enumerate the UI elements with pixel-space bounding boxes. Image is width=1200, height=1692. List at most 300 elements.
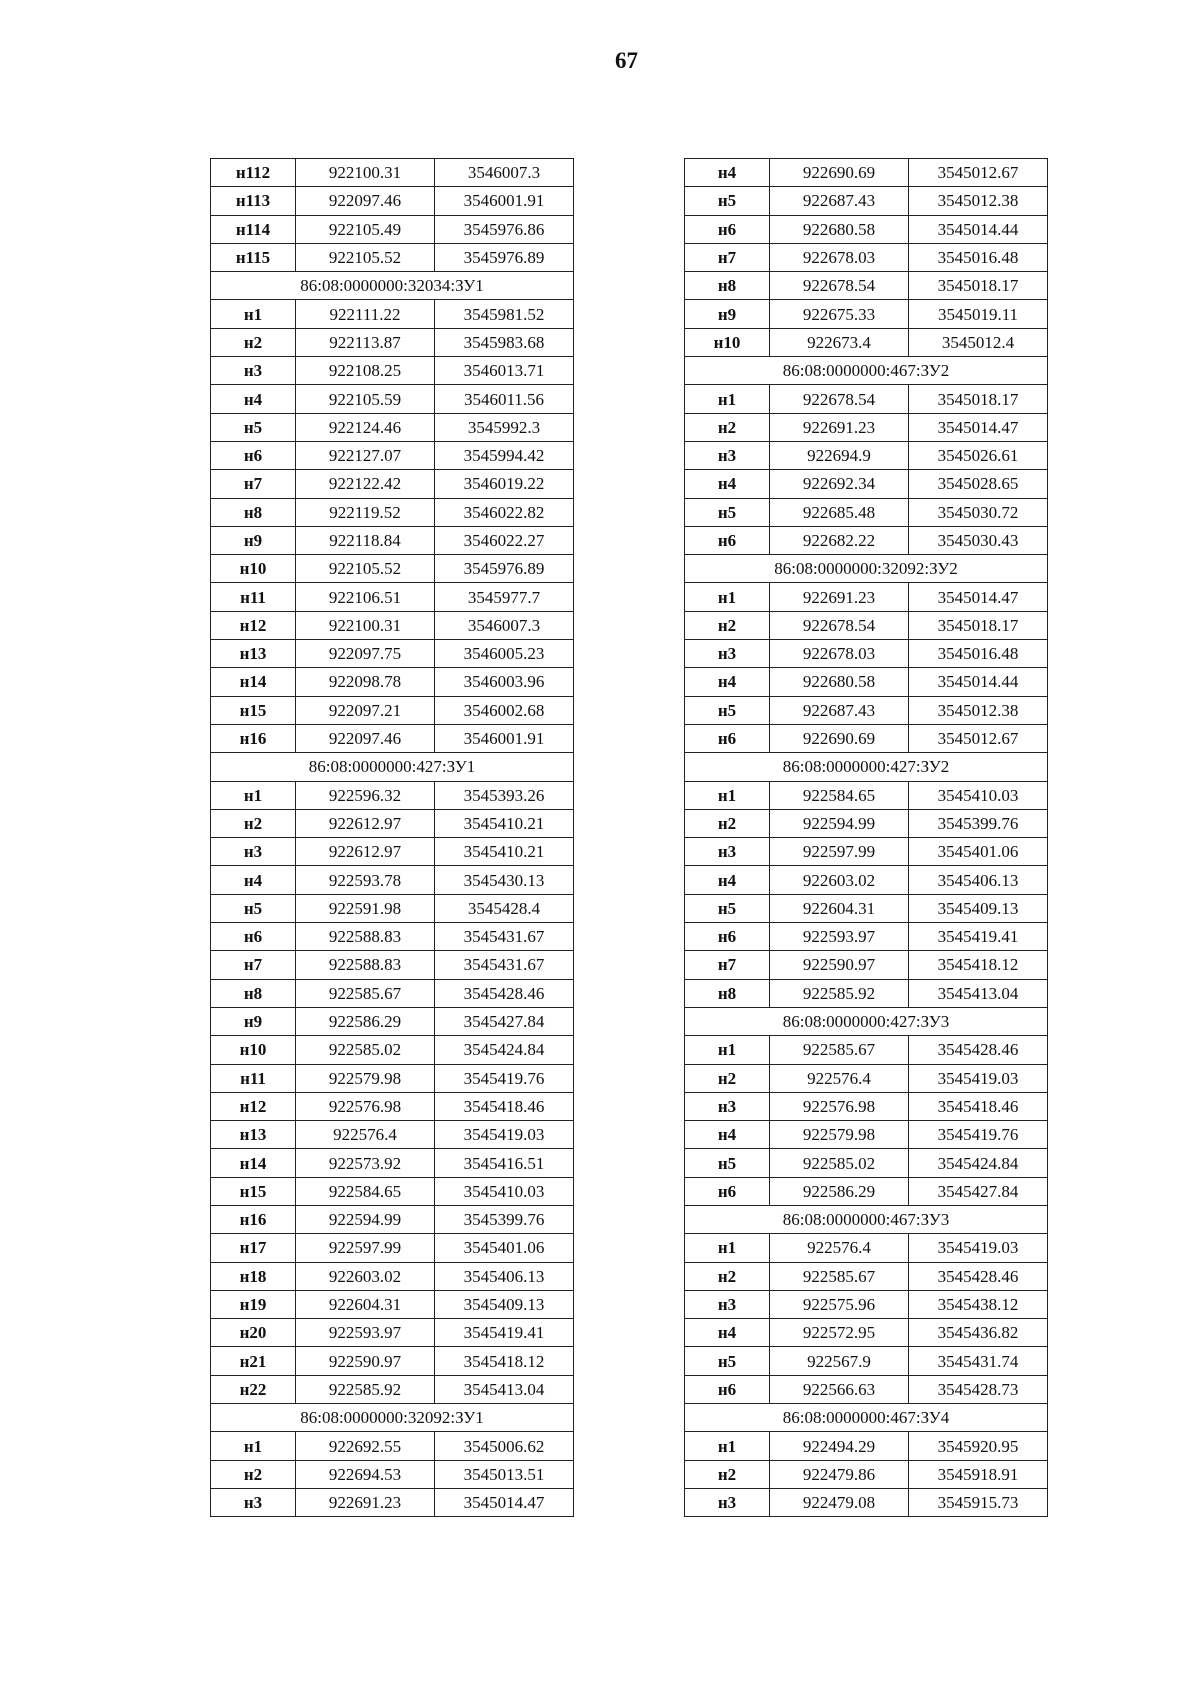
point-label: н114	[211, 215, 296, 243]
point-label: н3	[685, 640, 770, 668]
x-coordinate: 922113.87	[296, 328, 435, 356]
y-coordinate: 3545419.03	[435, 1121, 574, 1149]
cadastral-number: 86:08:0000000:467:ЗУ4	[685, 1404, 1048, 1432]
coordinate-row	[685, 441, 1048, 469]
y-coordinate: 3545018.17	[909, 272, 1048, 300]
coordinate-row	[211, 498, 574, 526]
point-label: н3	[685, 838, 770, 866]
point-label: н16	[211, 724, 296, 752]
y-coordinate: 3545409.13	[909, 894, 1048, 922]
coordinate-row	[211, 696, 574, 724]
point-label: н2	[685, 413, 770, 441]
coordinate-row	[211, 866, 574, 894]
coordinate-row	[211, 583, 574, 611]
y-coordinate: 3545016.48	[909, 640, 1048, 668]
y-coordinate: 3545418.46	[435, 1092, 574, 1120]
y-coordinate: 3545026.61	[909, 441, 1048, 469]
point-label: н10	[211, 1036, 296, 1064]
y-coordinate: 3545431.74	[909, 1347, 1048, 1375]
point-label: н2	[211, 809, 296, 837]
coordinate-row	[685, 923, 1048, 951]
coordinate-row	[211, 328, 574, 356]
section-header-row	[685, 555, 1048, 583]
y-coordinate: 3546007.3	[435, 159, 574, 187]
coordinate-row	[211, 1375, 574, 1403]
x-coordinate: 922597.99	[770, 838, 909, 866]
x-coordinate: 922106.51	[296, 583, 435, 611]
x-coordinate: 922586.29	[770, 1177, 909, 1205]
coordinate-row	[685, 894, 1048, 922]
y-coordinate: 3545428.46	[909, 1262, 1048, 1290]
point-label: н3	[685, 1488, 770, 1516]
point-label: н6	[685, 923, 770, 951]
y-coordinate: 3545401.06	[435, 1234, 574, 1262]
y-coordinate: 3545427.84	[909, 1177, 1048, 1205]
x-coordinate: 922576.98	[296, 1092, 435, 1120]
point-label: н5	[685, 187, 770, 215]
point-label: н6	[685, 526, 770, 554]
x-coordinate: 922566.63	[770, 1375, 909, 1403]
x-coordinate: 922691.23	[770, 583, 909, 611]
point-label: н2	[685, 1064, 770, 1092]
y-coordinate: 3546013.71	[435, 357, 574, 385]
section-header-row	[211, 272, 574, 300]
coordinate-row	[685, 583, 1048, 611]
x-coordinate: 922597.99	[296, 1234, 435, 1262]
y-coordinate: 3546022.82	[435, 498, 574, 526]
y-coordinate: 3545013.51	[435, 1460, 574, 1488]
point-label: н16	[211, 1205, 296, 1233]
y-coordinate: 3545418.12	[435, 1347, 574, 1375]
point-label: н4	[211, 385, 296, 413]
point-label: н11	[211, 1064, 296, 1092]
x-coordinate: 922682.22	[770, 526, 909, 554]
coordinate-row	[685, 640, 1048, 668]
point-label: н6	[211, 923, 296, 951]
x-coordinate: 922675.33	[770, 300, 909, 328]
x-coordinate: 922603.02	[296, 1262, 435, 1290]
y-coordinate: 3545416.51	[435, 1149, 574, 1177]
y-coordinate: 3545983.68	[435, 328, 574, 356]
x-coordinate: 922690.69	[770, 724, 909, 752]
point-label: н2	[211, 1460, 296, 1488]
coordinate-row	[211, 724, 574, 752]
section-header-row	[211, 753, 574, 781]
point-label: н11	[211, 583, 296, 611]
x-coordinate: 922105.52	[296, 243, 435, 271]
point-label: н1	[685, 781, 770, 809]
y-coordinate: 3545030.43	[909, 526, 1048, 554]
coordinate-row	[211, 1007, 574, 1035]
point-label: н8	[211, 498, 296, 526]
x-coordinate: 922579.98	[770, 1121, 909, 1149]
point-label: н10	[685, 328, 770, 356]
coordinate-row	[211, 159, 574, 187]
coordinate-row	[211, 1262, 574, 1290]
x-coordinate: 922673.4	[770, 328, 909, 356]
y-coordinate: 3545019.11	[909, 300, 1048, 328]
y-coordinate: 3546001.91	[435, 724, 574, 752]
coordinate-row	[211, 809, 574, 837]
y-coordinate: 3546007.3	[435, 611, 574, 639]
x-coordinate: 922100.31	[296, 159, 435, 187]
cadastral-number: 86:08:0000000:32034:ЗУ1	[211, 272, 574, 300]
x-coordinate: 922494.29	[770, 1432, 909, 1460]
point-label: н13	[211, 1121, 296, 1149]
x-coordinate: 922105.52	[296, 555, 435, 583]
y-coordinate: 3546001.91	[435, 187, 574, 215]
section-header-row	[685, 1007, 1048, 1035]
point-label: н8	[685, 272, 770, 300]
x-coordinate: 922479.86	[770, 1460, 909, 1488]
coordinate-row	[685, 328, 1048, 356]
point-label: н1	[685, 1432, 770, 1460]
point-label: н6	[211, 441, 296, 469]
x-coordinate: 922590.97	[770, 951, 909, 979]
coordinate-row	[211, 357, 574, 385]
y-coordinate: 3545016.48	[909, 243, 1048, 271]
x-coordinate: 922097.21	[296, 696, 435, 724]
point-label: н3	[211, 357, 296, 385]
x-coordinate: 922694.9	[770, 441, 909, 469]
y-coordinate: 3545419.41	[909, 923, 1048, 951]
coordinate-row	[211, 979, 574, 1007]
x-coordinate: 922579.98	[296, 1064, 435, 1092]
y-coordinate: 3545428.73	[909, 1375, 1048, 1403]
x-coordinate: 922575.96	[770, 1290, 909, 1318]
point-label: н14	[211, 1149, 296, 1177]
x-coordinate: 922111.22	[296, 300, 435, 328]
x-coordinate: 922584.65	[296, 1177, 435, 1205]
x-coordinate: 922678.54	[770, 385, 909, 413]
y-coordinate: 3545399.76	[435, 1205, 574, 1233]
y-coordinate: 3545419.03	[909, 1064, 1048, 1092]
point-label: н5	[685, 894, 770, 922]
x-coordinate: 922119.52	[296, 498, 435, 526]
y-coordinate: 3545418.46	[909, 1092, 1048, 1120]
x-coordinate: 922694.53	[296, 1460, 435, 1488]
y-coordinate: 3545413.04	[909, 979, 1048, 1007]
point-label: н4	[685, 470, 770, 498]
x-coordinate: 922118.84	[296, 526, 435, 554]
coordinate-row	[685, 272, 1048, 300]
coordinate-row	[685, 498, 1048, 526]
x-coordinate: 922573.92	[296, 1149, 435, 1177]
y-coordinate: 3545981.52	[435, 300, 574, 328]
x-coordinate: 922479.08	[770, 1488, 909, 1516]
point-label: н2	[211, 328, 296, 356]
y-coordinate: 3545428.46	[909, 1036, 1048, 1064]
cadastral-number: 86:08:0000000:427:ЗУ3	[685, 1007, 1048, 1035]
y-coordinate: 3545410.21	[435, 838, 574, 866]
cadastral-number: 86:08:0000000:32092:ЗУ1	[211, 1404, 574, 1432]
point-label: н2	[685, 1262, 770, 1290]
x-coordinate: 922678.03	[770, 243, 909, 271]
y-coordinate: 3545977.7	[435, 583, 574, 611]
section-header-row	[211, 1404, 574, 1432]
coordinate-row	[685, 1488, 1048, 1516]
coordinate-row	[211, 923, 574, 951]
x-coordinate: 922691.23	[770, 413, 909, 441]
point-label: н21	[211, 1347, 296, 1375]
x-coordinate: 922690.69	[770, 159, 909, 187]
y-coordinate: 3545976.89	[435, 243, 574, 271]
x-coordinate: 922590.97	[296, 1347, 435, 1375]
x-coordinate: 922584.65	[770, 781, 909, 809]
coordinate-row	[211, 1064, 574, 1092]
coordinate-row	[685, 668, 1048, 696]
coordinate-row	[211, 1347, 574, 1375]
y-coordinate: 3545431.67	[435, 923, 574, 951]
y-coordinate: 3545014.44	[909, 215, 1048, 243]
coordinate-row	[685, 838, 1048, 866]
coordinate-row	[211, 1177, 574, 1205]
coordinate-row	[685, 1460, 1048, 1488]
y-coordinate: 3545427.84	[435, 1007, 574, 1035]
y-coordinate: 3545418.12	[909, 951, 1048, 979]
point-label: н1	[685, 1234, 770, 1262]
y-coordinate: 3545393.26	[435, 781, 574, 809]
coordinate-row	[211, 1205, 574, 1233]
point-label: н3	[685, 1290, 770, 1318]
coordinate-row	[685, 470, 1048, 498]
point-label: н5	[685, 696, 770, 724]
point-label: н8	[685, 979, 770, 1007]
coordinate-row	[211, 1432, 574, 1460]
point-label: н8	[211, 979, 296, 1007]
x-coordinate: 922593.97	[296, 1319, 435, 1347]
point-label: н17	[211, 1234, 296, 1262]
point-label: н20	[211, 1319, 296, 1347]
section-header-row	[685, 1205, 1048, 1233]
coordinate-row	[685, 1092, 1048, 1120]
x-coordinate: 922097.46	[296, 187, 435, 215]
y-coordinate: 3546022.27	[435, 526, 574, 554]
section-header-row	[685, 753, 1048, 781]
coordinate-row	[685, 187, 1048, 215]
point-label: н12	[211, 611, 296, 639]
y-coordinate: 3545014.47	[909, 583, 1048, 611]
y-coordinate: 3545431.67	[435, 951, 574, 979]
point-label: н19	[211, 1290, 296, 1318]
x-coordinate: 922585.02	[770, 1149, 909, 1177]
x-coordinate: 922105.49	[296, 215, 435, 243]
y-coordinate: 3545994.42	[435, 441, 574, 469]
coordinate-row	[685, 611, 1048, 639]
cadastral-number: 86:08:0000000:427:ЗУ1	[211, 753, 574, 781]
y-coordinate: 3545406.13	[909, 866, 1048, 894]
coordinate-row	[685, 1432, 1048, 1460]
y-coordinate: 3545018.17	[909, 611, 1048, 639]
point-label: н10	[211, 555, 296, 583]
x-coordinate: 922585.67	[296, 979, 435, 1007]
x-coordinate: 922576.4	[770, 1234, 909, 1262]
coordinate-row	[685, 951, 1048, 979]
y-coordinate: 3545406.13	[435, 1262, 574, 1290]
y-coordinate: 3545976.89	[435, 555, 574, 583]
y-coordinate: 3545428.46	[435, 979, 574, 1007]
point-label: н1	[685, 385, 770, 413]
y-coordinate: 3545419.41	[435, 1319, 574, 1347]
y-coordinate: 3545409.13	[435, 1290, 574, 1318]
y-coordinate: 3546011.56	[435, 385, 574, 413]
y-coordinate: 3545014.47	[909, 413, 1048, 441]
x-coordinate: 922585.92	[296, 1375, 435, 1403]
coordinates-table-right	[684, 158, 1048, 1517]
coordinate-row	[211, 1036, 574, 1064]
x-coordinate: 922100.31	[296, 611, 435, 639]
y-coordinate: 3545399.76	[909, 809, 1048, 837]
y-coordinate: 3545014.47	[435, 1488, 574, 1516]
point-label: н7	[685, 951, 770, 979]
point-label: н15	[211, 696, 296, 724]
y-coordinate: 3545419.76	[909, 1121, 1048, 1149]
coordinate-row	[685, 724, 1048, 752]
coordinate-row	[211, 555, 574, 583]
coordinate-row	[685, 413, 1048, 441]
cadastral-number: 86:08:0000000:467:ЗУ2	[685, 357, 1048, 385]
x-coordinate: 922097.75	[296, 640, 435, 668]
point-label: н9	[211, 526, 296, 554]
point-label: н1	[685, 583, 770, 611]
x-coordinate: 922108.25	[296, 357, 435, 385]
coordinate-row	[685, 385, 1048, 413]
y-coordinate: 3545915.73	[909, 1488, 1048, 1516]
coordinate-row	[685, 866, 1048, 894]
point-label: н5	[211, 894, 296, 922]
point-label: н2	[685, 809, 770, 837]
coordinates-table-left	[210, 158, 574, 1517]
point-label: н1	[211, 781, 296, 809]
x-coordinate: 922692.55	[296, 1432, 435, 1460]
point-label: н115	[211, 243, 296, 271]
x-coordinate: 922593.78	[296, 866, 435, 894]
point-label: н6	[685, 1177, 770, 1205]
coordinate-row	[211, 413, 574, 441]
point-label: н15	[211, 1177, 296, 1205]
y-coordinate: 3545410.03	[909, 781, 1048, 809]
y-coordinate: 3545012.67	[909, 159, 1048, 187]
x-coordinate: 922612.97	[296, 838, 435, 866]
coordinate-row	[211, 668, 574, 696]
y-coordinate: 3545438.12	[909, 1290, 1048, 1318]
y-coordinate: 3545436.82	[909, 1319, 1048, 1347]
point-label: н4	[685, 1319, 770, 1347]
coordinate-row	[211, 894, 574, 922]
x-coordinate: 922678.54	[770, 272, 909, 300]
y-coordinate: 3545012.67	[909, 724, 1048, 752]
coordinate-row	[211, 187, 574, 215]
coordinate-row	[211, 215, 574, 243]
x-coordinate: 922603.02	[770, 866, 909, 894]
point-label: н1	[685, 1036, 770, 1064]
coordinate-row	[211, 1488, 574, 1516]
y-coordinate: 3545410.21	[435, 809, 574, 837]
page-number: 67	[615, 48, 638, 73]
y-coordinate: 3545920.95	[909, 1432, 1048, 1460]
cadastral-number: 86:08:0000000:427:ЗУ2	[685, 753, 1048, 781]
point-label: н4	[211, 866, 296, 894]
coordinate-row	[685, 1262, 1048, 1290]
point-label: н9	[211, 1007, 296, 1035]
y-coordinate: 3545413.04	[435, 1375, 574, 1403]
coordinate-row	[685, 696, 1048, 724]
cadastral-number: 86:08:0000000:467:ЗУ3	[685, 1205, 1048, 1233]
y-coordinate: 3545424.84	[435, 1036, 574, 1064]
x-coordinate: 922692.34	[770, 470, 909, 498]
point-label: н2	[685, 611, 770, 639]
point-label: н3	[685, 441, 770, 469]
coordinate-row	[685, 1064, 1048, 1092]
section-header-row	[685, 1404, 1048, 1432]
coordinate-row	[211, 1234, 574, 1262]
y-coordinate: 3545018.17	[909, 385, 1048, 413]
x-coordinate: 922572.95	[770, 1319, 909, 1347]
y-coordinate: 3545992.3	[435, 413, 574, 441]
coordinate-row	[685, 1121, 1048, 1149]
coordinate-row	[685, 1234, 1048, 1262]
x-coordinate: 922576.4	[770, 1064, 909, 1092]
coordinates-table-right-body	[685, 159, 1048, 1517]
x-coordinate: 922097.46	[296, 724, 435, 752]
x-coordinate: 922588.83	[296, 923, 435, 951]
x-coordinate: 922591.98	[296, 894, 435, 922]
y-coordinate: 3546019.22	[435, 470, 574, 498]
cadastral-number: 86:08:0000000:32092:ЗУ2	[685, 555, 1048, 583]
coordinate-row	[685, 1375, 1048, 1403]
y-coordinate: 3545430.13	[435, 866, 574, 894]
y-coordinate: 3545014.44	[909, 668, 1048, 696]
coordinate-row	[685, 781, 1048, 809]
point-label: н4	[685, 668, 770, 696]
y-coordinate: 3545028.65	[909, 470, 1048, 498]
coordinate-row	[211, 1092, 574, 1120]
x-coordinate: 922576.4	[296, 1121, 435, 1149]
point-label: н2	[685, 1460, 770, 1488]
coordinate-row	[211, 1290, 574, 1318]
coordinate-row	[685, 1347, 1048, 1375]
x-coordinate: 922594.99	[770, 809, 909, 837]
coordinate-row	[685, 159, 1048, 187]
x-coordinate: 922594.99	[296, 1205, 435, 1233]
y-coordinate: 3545424.84	[909, 1149, 1048, 1177]
section-header-row	[685, 357, 1048, 385]
y-coordinate: 3546002.68	[435, 696, 574, 724]
coordinate-row	[211, 300, 574, 328]
point-label: н6	[685, 1375, 770, 1403]
coordinate-row	[211, 1121, 574, 1149]
y-coordinate: 3545410.03	[435, 1177, 574, 1205]
coordinate-row	[685, 1149, 1048, 1177]
coordinates-table-left-body	[211, 159, 574, 1517]
point-label: н4	[685, 1121, 770, 1149]
coordinate-row	[685, 979, 1048, 1007]
x-coordinate: 922124.46	[296, 413, 435, 441]
y-coordinate: 3545419.76	[435, 1064, 574, 1092]
x-coordinate: 922105.59	[296, 385, 435, 413]
point-label: н18	[211, 1262, 296, 1290]
y-coordinate: 3545012.38	[909, 187, 1048, 215]
coordinate-row	[211, 640, 574, 668]
coordinate-row	[211, 385, 574, 413]
point-label: н7	[211, 470, 296, 498]
y-coordinate: 3545419.03	[909, 1234, 1048, 1262]
coordinate-row	[211, 441, 574, 469]
point-label: н22	[211, 1375, 296, 1403]
coordinate-row	[685, 1290, 1048, 1318]
x-coordinate: 922098.78	[296, 668, 435, 696]
x-coordinate: 922604.31	[296, 1290, 435, 1318]
